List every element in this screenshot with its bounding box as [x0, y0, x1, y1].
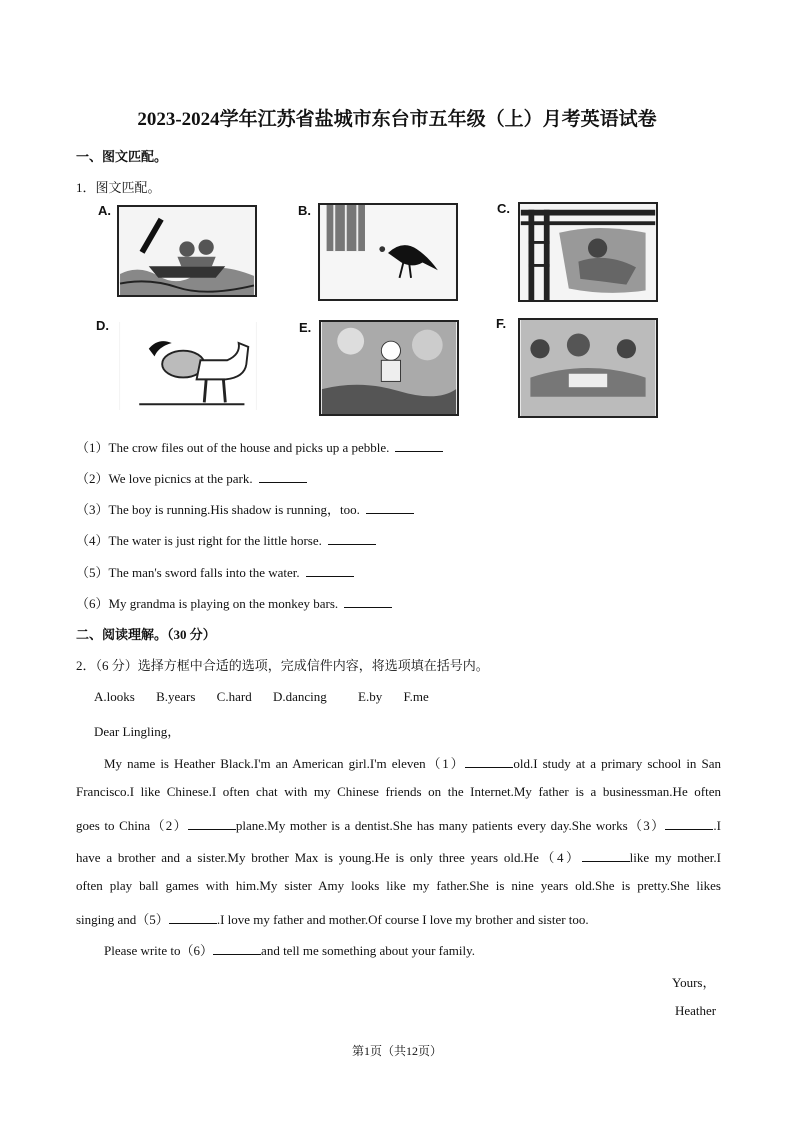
picture-e: [319, 320, 459, 416]
option-a: A.looks: [94, 689, 135, 704]
answer-blank-5[interactable]: [306, 565, 354, 577]
picture-label-b: B.: [298, 203, 311, 218]
monkey-bars-icon: [520, 204, 656, 300]
letter-blank-5[interactable]: [169, 912, 217, 924]
match-item-4-text: （4）The water is just right for the little horse.: [76, 533, 322, 548]
picture-f: [518, 318, 658, 418]
letter-blank-6[interactable]: [213, 943, 261, 955]
letter-line-4: [76, 847, 721, 866]
letter-line-3: [76, 815, 721, 834]
answer-blank-6[interactable]: [344, 596, 392, 608]
picture-label-d: D.: [96, 318, 109, 333]
match-item-6: [76, 593, 392, 612]
option-d: D.dancing: [272, 689, 327, 704]
letter-line-7: [104, 940, 475, 959]
letter-text: .I love my father and mother.Of course I love my brother and sister too.: [216, 912, 589, 927]
match-item-3: [76, 499, 414, 518]
picture-b: [318, 203, 458, 301]
answer-blank-1[interactable]: [395, 440, 443, 452]
question-2-label: 2．（6 分）选择方框中合适的选项，完成信件内容，将选项填在括号内。: [76, 658, 489, 673]
picture-d: [117, 320, 259, 412]
letter-line-5: often play ball games with him.My sister Amy looks like my father.She is nine years old.She is pretty.She likes: [76, 878, 721, 893]
match-item-5-text: （5）The man's sword falls into the water.: [76, 565, 300, 580]
options-box: [94, 689, 447, 705]
letter-text: like my mother.I: [629, 850, 721, 865]
letter-text: have a brother and a sister.My brother Max is young.He is only three years old.He（4）: [76, 850, 582, 865]
letter-text: singing and（5）: [76, 912, 169, 927]
match-item-2-text: （2）We love picnics at the park.: [76, 471, 253, 486]
section-heading-1: 一、图文匹配。: [76, 149, 168, 164]
page-title: 2023-2024学年江苏省盐城市东台市五年级（上）月考英语试卷: [137, 109, 657, 130]
letter-signature: Heather: [675, 1003, 717, 1018]
section-heading-2: 二、阅读理解。（30 分）: [76, 627, 216, 642]
horse-icon: [119, 322, 257, 410]
match-item-1-text: （1）The crow files out of the house and picks up a pebble.: [76, 440, 390, 455]
match-item-2: [76, 468, 307, 487]
boy-running-icon: [321, 322, 457, 414]
picnic-icon: [520, 320, 656, 416]
picture-c: [518, 202, 658, 302]
option-f: F.me: [403, 689, 429, 704]
letter-text: plane.My mother is a dentist.She has many patients every day.She works（3）: [235, 818, 666, 833]
letter-line-6: [76, 909, 589, 928]
picture-label-f: F.: [496, 316, 507, 331]
answer-blank-2[interactable]: [259, 471, 307, 483]
sword-boat-icon: [119, 207, 255, 295]
letter-text: goes to China（2）: [76, 818, 188, 833]
picture-label-a: A.: [98, 203, 111, 218]
option-b: B.years: [156, 689, 196, 704]
letter-blank-3[interactable]: [665, 818, 713, 830]
letter-text: and tell me something about your family.: [261, 943, 476, 958]
letter-text: My name is Heather Black.I'm an American girl.I'm eleven（1）: [104, 756, 466, 771]
letter-greeting: Dear Lingling，: [94, 724, 181, 739]
option-c: C.hard: [216, 689, 252, 704]
letter-line-2: Francisco.I like Chinese.I often chat with my Chinese friends on the Internet.My father is a businessman.He often: [76, 784, 721, 799]
answer-blank-4[interactable]: [328, 533, 376, 545]
letter-text: Please write to（6）: [104, 943, 214, 958]
match-item-6-text: （6）My grandma is playing on the monkey bars.: [76, 596, 339, 611]
match-item-5: [76, 562, 354, 581]
letter-text: .I: [713, 818, 721, 833]
question-1-label: 1．图文匹配。: [76, 180, 161, 195]
picture-a: [117, 205, 257, 297]
option-e: E.by: [358, 689, 383, 704]
letter-blank-4[interactable]: [582, 850, 630, 862]
match-item-4: [76, 530, 376, 549]
picture-label-e: E.: [299, 320, 312, 335]
answer-blank-3[interactable]: [366, 502, 414, 514]
letter-closing: Yours，: [672, 975, 716, 990]
match-item-1: [76, 437, 443, 456]
letter-blank-1[interactable]: [465, 756, 513, 768]
crow-icon: [320, 205, 456, 299]
page-footer: 第1页（共12页）: [351, 1044, 442, 1058]
picture-label-c: C.: [497, 201, 510, 216]
letter-blank-2[interactable]: [188, 818, 236, 830]
letter-line-1: [104, 753, 721, 772]
letter-text: old.I study at a primary school in San: [513, 756, 721, 771]
match-item-3-text: （3）The boy is running.His shadow is running，too.: [76, 502, 360, 517]
